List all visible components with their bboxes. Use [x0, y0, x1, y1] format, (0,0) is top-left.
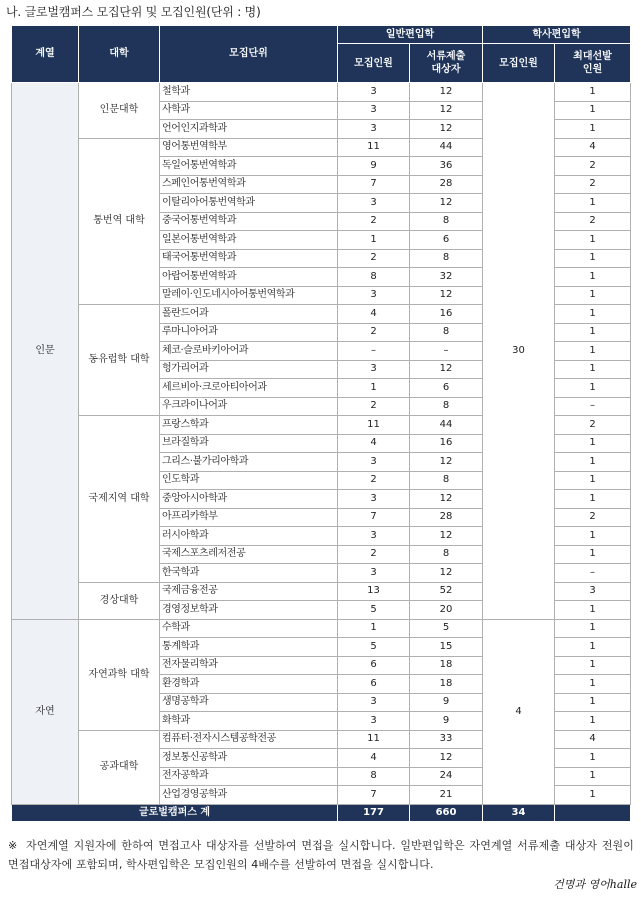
unit-cell: 한국학과: [160, 564, 338, 583]
unit-cell: 루마니아어과: [160, 323, 338, 342]
unit-cell: 아랍어통번역학과: [160, 268, 338, 287]
docs-cell: 28: [410, 508, 483, 527]
recruit-cell: 1: [338, 619, 410, 638]
recruit-cell: 3: [338, 83, 410, 102]
max-select-cell: 1: [555, 749, 631, 768]
recruit-cell: 3: [338, 194, 410, 213]
table-row: [12, 619, 631, 638]
recruit-cell: 3: [338, 101, 410, 120]
max-select-cell: 1: [555, 434, 631, 453]
recruit-cell: 4: [338, 305, 410, 324]
recruit-cell: 3: [338, 712, 410, 731]
max-select-cell: 1: [555, 194, 631, 213]
max-select-cell: 2: [555, 508, 631, 527]
college-cell: 공과대학: [79, 730, 160, 804]
header-bachelor-recruit: 모집인원: [483, 44, 555, 83]
unit-cell: 국제스포츠레저전공: [160, 545, 338, 564]
unit-cell: 전자공학과: [160, 767, 338, 786]
total-recruit: 177: [338, 804, 410, 821]
docs-cell: 33: [410, 730, 483, 749]
unit-cell: 말레이·인도네시아어통번역학과: [160, 286, 338, 305]
recruit-cell: 9: [338, 157, 410, 176]
header-doc-target: [410, 44, 483, 83]
recruit-cell: 3: [338, 490, 410, 509]
recruit-cell: 1: [338, 379, 410, 398]
max-select-cell: 1: [555, 342, 631, 361]
max-select-cell: 1: [555, 638, 631, 657]
header-general-transfer: 일반편입학: [338, 26, 483, 44]
max-select-cell: 1: [555, 231, 631, 250]
unit-cell: 언어인지과학과: [160, 120, 338, 139]
max-select-cell: 1: [555, 120, 631, 139]
unit-cell: 아프리카학부: [160, 508, 338, 527]
recruit-cell: 13: [338, 582, 410, 601]
docs-cell: 18: [410, 656, 483, 675]
unit-cell: 인도학과: [160, 471, 338, 490]
max-select-cell: –: [555, 397, 631, 416]
recruit-cell: 2: [338, 545, 410, 564]
recruit-cell: 3: [338, 527, 410, 546]
header-unit: 모집단위: [160, 26, 338, 83]
docs-cell: 16: [410, 305, 483, 324]
max-select-cell: 1: [555, 527, 631, 546]
max-select-cell: 2: [555, 157, 631, 176]
recruit-cell: 6: [338, 656, 410, 675]
unit-cell: 프랑스학과: [160, 416, 338, 435]
unit-cell: 산업경영공학과: [160, 786, 338, 805]
recruit-cell: 7: [338, 786, 410, 805]
docs-cell: 16: [410, 434, 483, 453]
recruit-cell: 7: [338, 175, 410, 194]
docs-cell: 12: [410, 360, 483, 379]
docs-cell: 12: [410, 490, 483, 509]
docs-cell: 28: [410, 175, 483, 194]
unit-cell: 중앙아시아학과: [160, 490, 338, 509]
max-select-cell: 1: [555, 786, 631, 805]
max-select-cell: 1: [555, 619, 631, 638]
note-text: 자연계열 지원자에 한하여 면접고사 대상자를 선발하여 면접을 실시합니다. 일반편입학은 자연계열 서류제출 대상자 전원이 면접대상자에 포함되며, 학사편입학은 모집인원의 4배수를 선발하여 면접을 실시합니다.: [8, 839, 634, 871]
docs-cell: 9: [410, 712, 483, 731]
max-select-cell: 1: [555, 305, 631, 324]
recruit-cell: 3: [338, 286, 410, 305]
total-bachelor: 34: [483, 804, 555, 821]
recruit-cell: 8: [338, 767, 410, 786]
total-docs: 660: [410, 804, 483, 821]
recruit-cell: 3: [338, 120, 410, 139]
docs-cell: 8: [410, 212, 483, 231]
max-select-cell: 1: [555, 323, 631, 342]
docs-cell: 12: [410, 120, 483, 139]
recruit-cell: 2: [338, 212, 410, 231]
docs-cell: 36: [410, 157, 483, 176]
docs-cell: 8: [410, 545, 483, 564]
unit-cell: 우크라이나어과: [160, 397, 338, 416]
max-select-cell: 1: [555, 360, 631, 379]
docs-cell: 44: [410, 138, 483, 157]
docs-cell: 6: [410, 231, 483, 250]
table-body: [12, 83, 631, 805]
max-select-cell: 1: [555, 101, 631, 120]
unit-cell: 국제금융전공: [160, 582, 338, 601]
docs-cell: 8: [410, 249, 483, 268]
college-cell: 통번역 대학: [79, 138, 160, 305]
table-header: [12, 26, 631, 83]
handwritten-watermark: 건명과 영어halle: [553, 878, 637, 891]
docs-cell: 18: [410, 675, 483, 694]
total-label: 글로벌캠퍼스 계: [12, 804, 338, 821]
footnote: [8, 836, 634, 874]
docs-cell: 32: [410, 268, 483, 287]
unit-cell: 중국어통번역학과: [160, 212, 338, 231]
docs-cell: –: [410, 342, 483, 361]
docs-cell: 12: [410, 101, 483, 120]
unit-cell: 브라질학과: [160, 434, 338, 453]
max-select-cell: 1: [555, 601, 631, 620]
recruit-cell: 7: [338, 508, 410, 527]
recruit-cell: 6: [338, 675, 410, 694]
unit-cell: 경영정보학과: [160, 601, 338, 620]
recruit-cell: 5: [338, 601, 410, 620]
unit-cell: 철학과: [160, 83, 338, 102]
section-title: 나. 글로벌캠퍼스 모집단위 및 모집인원(단위 : 명): [6, 5, 261, 19]
college-cell: 자연과학 대학: [79, 619, 160, 730]
unit-cell: 생명공학과: [160, 693, 338, 712]
max-select-cell: 3: [555, 582, 631, 601]
docs-cell: 12: [410, 286, 483, 305]
header-group: 계열: [12, 26, 79, 83]
docs-cell: 12: [410, 749, 483, 768]
recruit-cell: 2: [338, 397, 410, 416]
recruit-cell: 2: [338, 323, 410, 342]
max-select-cell: 2: [555, 416, 631, 435]
unit-cell: 독일어통번역학과: [160, 157, 338, 176]
group-cell: 인문: [12, 83, 79, 620]
recruit-cell: 3: [338, 564, 410, 583]
unit-cell: 그리스·불가리아학과: [160, 453, 338, 472]
max-select-cell: 1: [555, 83, 631, 102]
max-select-cell: 1: [555, 471, 631, 490]
header-college: 대학: [79, 26, 160, 83]
note-mark: ※: [8, 839, 18, 852]
header-general-recruit: 모집인원: [338, 44, 410, 83]
table-footer: [12, 804, 631, 821]
docs-cell: 12: [410, 453, 483, 472]
group-cell: 자연: [12, 619, 79, 804]
recruit-cell: 2: [338, 249, 410, 268]
max-select-cell: 4: [555, 730, 631, 749]
recruit-cell: 3: [338, 360, 410, 379]
max-select-cell: 1: [555, 693, 631, 712]
table-row: [12, 83, 631, 102]
recruit-cell: 11: [338, 730, 410, 749]
unit-cell: 세르비아·크로아티아어과: [160, 379, 338, 398]
header-doc-target-text: 서류제출 대상자: [426, 51, 466, 75]
recruit-cell: 4: [338, 434, 410, 453]
docs-cell: 21: [410, 786, 483, 805]
unit-cell: 체코·슬로바키아어과: [160, 342, 338, 361]
unit-cell: 통계학과: [160, 638, 338, 657]
bachelor-recruit-cell: 4: [483, 619, 555, 804]
recruit-cell: 2: [338, 471, 410, 490]
header-bachelor-transfer: 학사편입학: [483, 26, 631, 44]
max-select-cell: 1: [555, 249, 631, 268]
header-max-select: [555, 44, 631, 83]
unit-cell: 정보통신공학과: [160, 749, 338, 768]
docs-cell: 5: [410, 619, 483, 638]
max-select-cell: –: [555, 564, 631, 583]
college-cell: 인문대학: [79, 83, 160, 139]
unit-cell: 태국어통번역학과: [160, 249, 338, 268]
bachelor-recruit-cell: 30: [483, 83, 555, 620]
docs-cell: 9: [410, 693, 483, 712]
max-select-cell: 1: [555, 712, 631, 731]
college-cell: 동유럽학 대학: [79, 305, 160, 416]
max-select-cell: 1: [555, 379, 631, 398]
docs-cell: 12: [410, 194, 483, 213]
unit-cell: 사학과: [160, 101, 338, 120]
docs-cell: 24: [410, 767, 483, 786]
docs-cell: 12: [410, 83, 483, 102]
max-select-cell: 2: [555, 212, 631, 231]
docs-cell: 8: [410, 323, 483, 342]
max-select-cell: 1: [555, 453, 631, 472]
docs-cell: 12: [410, 564, 483, 583]
recruit-cell: 11: [338, 416, 410, 435]
max-select-cell: 1: [555, 675, 631, 694]
recruit-cell: 3: [338, 693, 410, 712]
unit-cell: 화학과: [160, 712, 338, 731]
unit-cell: 전자물리학과: [160, 656, 338, 675]
unit-cell: 영어통번역학부: [160, 138, 338, 157]
docs-cell: 8: [410, 397, 483, 416]
unit-cell: 러시아학과: [160, 527, 338, 546]
unit-cell: 이탈리아어통번역학과: [160, 194, 338, 213]
recruit-cell: 11: [338, 138, 410, 157]
unit-cell: 스페인어통번역학과: [160, 175, 338, 194]
max-select-cell: 1: [555, 490, 631, 509]
recruit-cell: 1: [338, 231, 410, 250]
total-max: [555, 804, 631, 821]
recruit-cell: 4: [338, 749, 410, 768]
recruitment-table: [11, 25, 631, 822]
max-select-cell: 1: [555, 656, 631, 675]
unit-cell: 컴퓨터·전자시스템공학전공: [160, 730, 338, 749]
max-select-cell: 1: [555, 268, 631, 287]
header-max-select-text: 최대선발 인원: [573, 51, 612, 75]
max-select-cell: 2: [555, 175, 631, 194]
recruit-cell: –: [338, 342, 410, 361]
unit-cell: 환경학과: [160, 675, 338, 694]
docs-cell: 12: [410, 527, 483, 546]
college-cell: 경상대학: [79, 582, 160, 619]
unit-cell: 수학과: [160, 619, 338, 638]
max-select-cell: 4: [555, 138, 631, 157]
recruit-cell: 3: [338, 453, 410, 472]
docs-cell: 6: [410, 379, 483, 398]
docs-cell: 15: [410, 638, 483, 657]
unit-cell: 일본어통번역학과: [160, 231, 338, 250]
docs-cell: 20: [410, 601, 483, 620]
unit-cell: 폴란드어과: [160, 305, 338, 324]
max-select-cell: 1: [555, 767, 631, 786]
recruit-cell: 5: [338, 638, 410, 657]
max-select-cell: 1: [555, 545, 631, 564]
college-cell: 국제지역 대학: [79, 416, 160, 583]
recruit-cell: 8: [338, 268, 410, 287]
unit-cell: 헝가리어과: [160, 360, 338, 379]
max-select-cell: 1: [555, 286, 631, 305]
docs-cell: 8: [410, 471, 483, 490]
docs-cell: 44: [410, 416, 483, 435]
docs-cell: 52: [410, 582, 483, 601]
